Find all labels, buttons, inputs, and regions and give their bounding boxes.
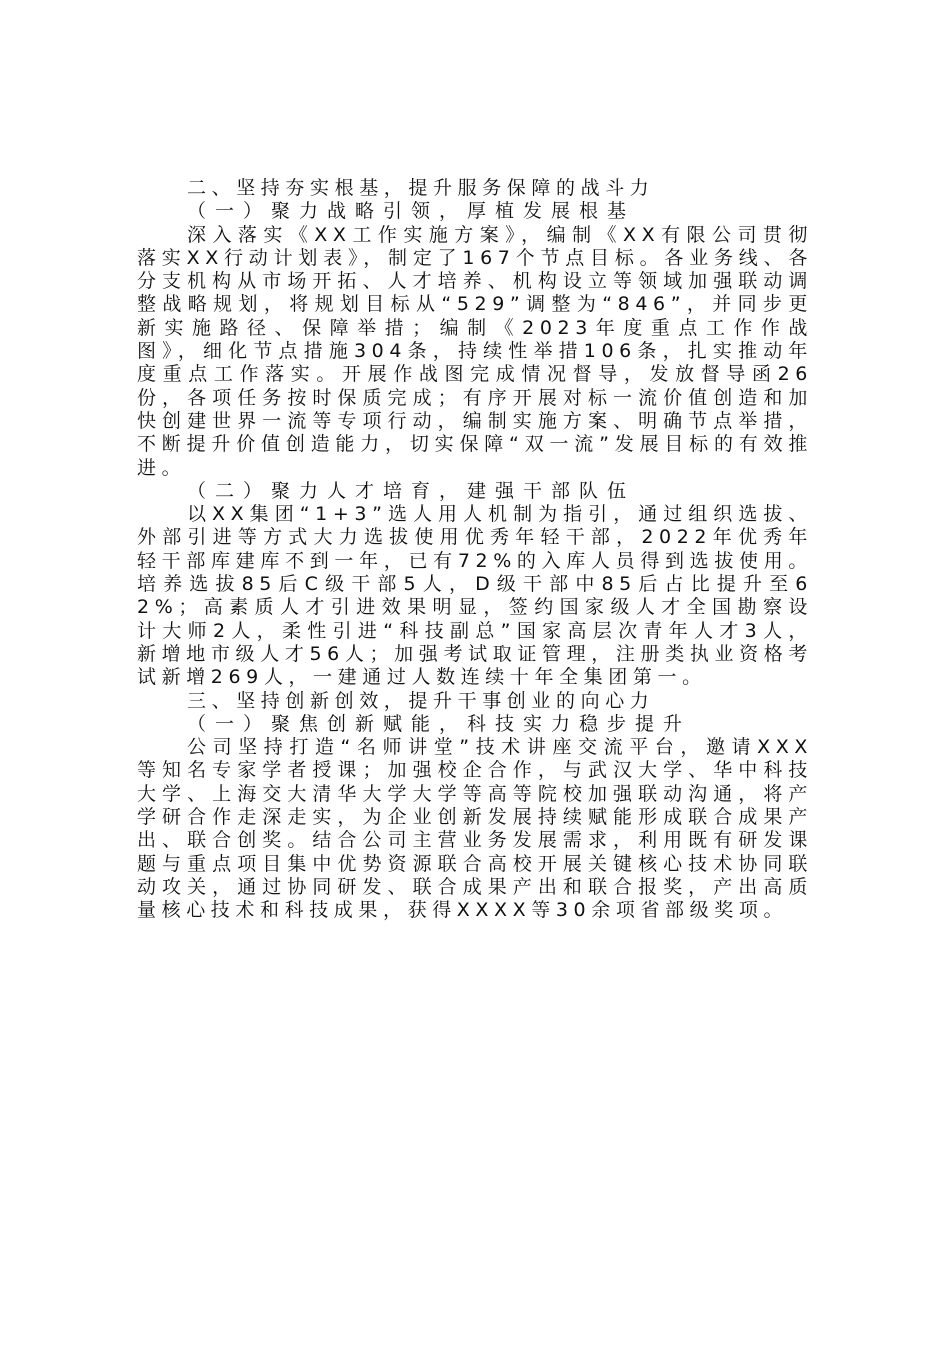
- document-body: [137, 177, 813, 923]
- section-two-sub-one-heading: （一）聚力战略引领，厚植发展根基: [187, 200, 636, 223]
- section-two-heading: 二、坚持夯实根基，提升服务保障的战斗力: [187, 177, 655, 199]
- section-three-sub-one-body: 公司坚持打造“名师讲堂”技术讲座交流平台，邀请XXX等知名专家学者授课；加强校企合作，与武汉大学、华中科技大学、上海交大清华大学大学等高等院校加强联动沟通，将产学研合作走深走实，为企业创新发展持续赋能形成联合成果产出、联合创奖。结合公司主营业务发展需求，利用既有研发课题与重点项目集中优势资源联合高校开展关键核心技术协同联动攻关，通过协同研发、联合成果产出和联合报奖，产出高质量核心技术和科技成果，获得XXXX等30余项省部级奖项。: [137, 736, 813, 922]
- section-two-sub-two-heading: （二）聚力人才培育，建强干部队伍: [187, 479, 636, 502]
- section-two-sub-one-body: 深入落实《XX工作实施方案》，编制《XX有限公司贯彻落实XX行动计划表》，制定了167个节点目标。各业务线、各分支机构从市场开拓、人才培养、机构设立等领域加强联动调整战略规划，将规划目标从“529”调整为“846”，并同步更新实施路径、保障举措；编制《2023年度重点工作作战图》，细化节点措施304条，持续性举措106条，扎实推动年度重点工作落实。开展作战图完成情况督导，发放督导函26份，各项任务按时保质完成；有序开展对标一流价值创造和加快创建世界一流等专项行动，编制实施方案、明确节点举措，不断提升价值创造能力，切实保障“双一流”发展目标的有效推进。: [137, 223, 813, 479]
- section-two-sub-two-body: 以XX集团“1+3”选人用人机制为指引，通过组织选拔、外部引进等方式大力选拔使用优秀年轻干部，2022年优秀年轻干部库建库不到一年，已有72%的入库人员得到选拔使用。培养选拔85后C级干部5人，D级干部中85后占比提升至62%；高素质人才引进效果明显，签约国家级人才全国勘察设计大师2人，柔性引进“科技副总”国家高层次青年人才3人，新增地市级人才56人；加强考试取证管理，注册类执业资格考试新增269人，一建通过人数连续十年全集团第一。: [137, 503, 813, 689]
- section-three-sub-one-heading: （一）聚焦创新赋能，科技实力稳步提升: [187, 712, 692, 735]
- section-three-heading: 三、坚持创新创效，提升干事创业的向心力: [187, 689, 655, 712]
